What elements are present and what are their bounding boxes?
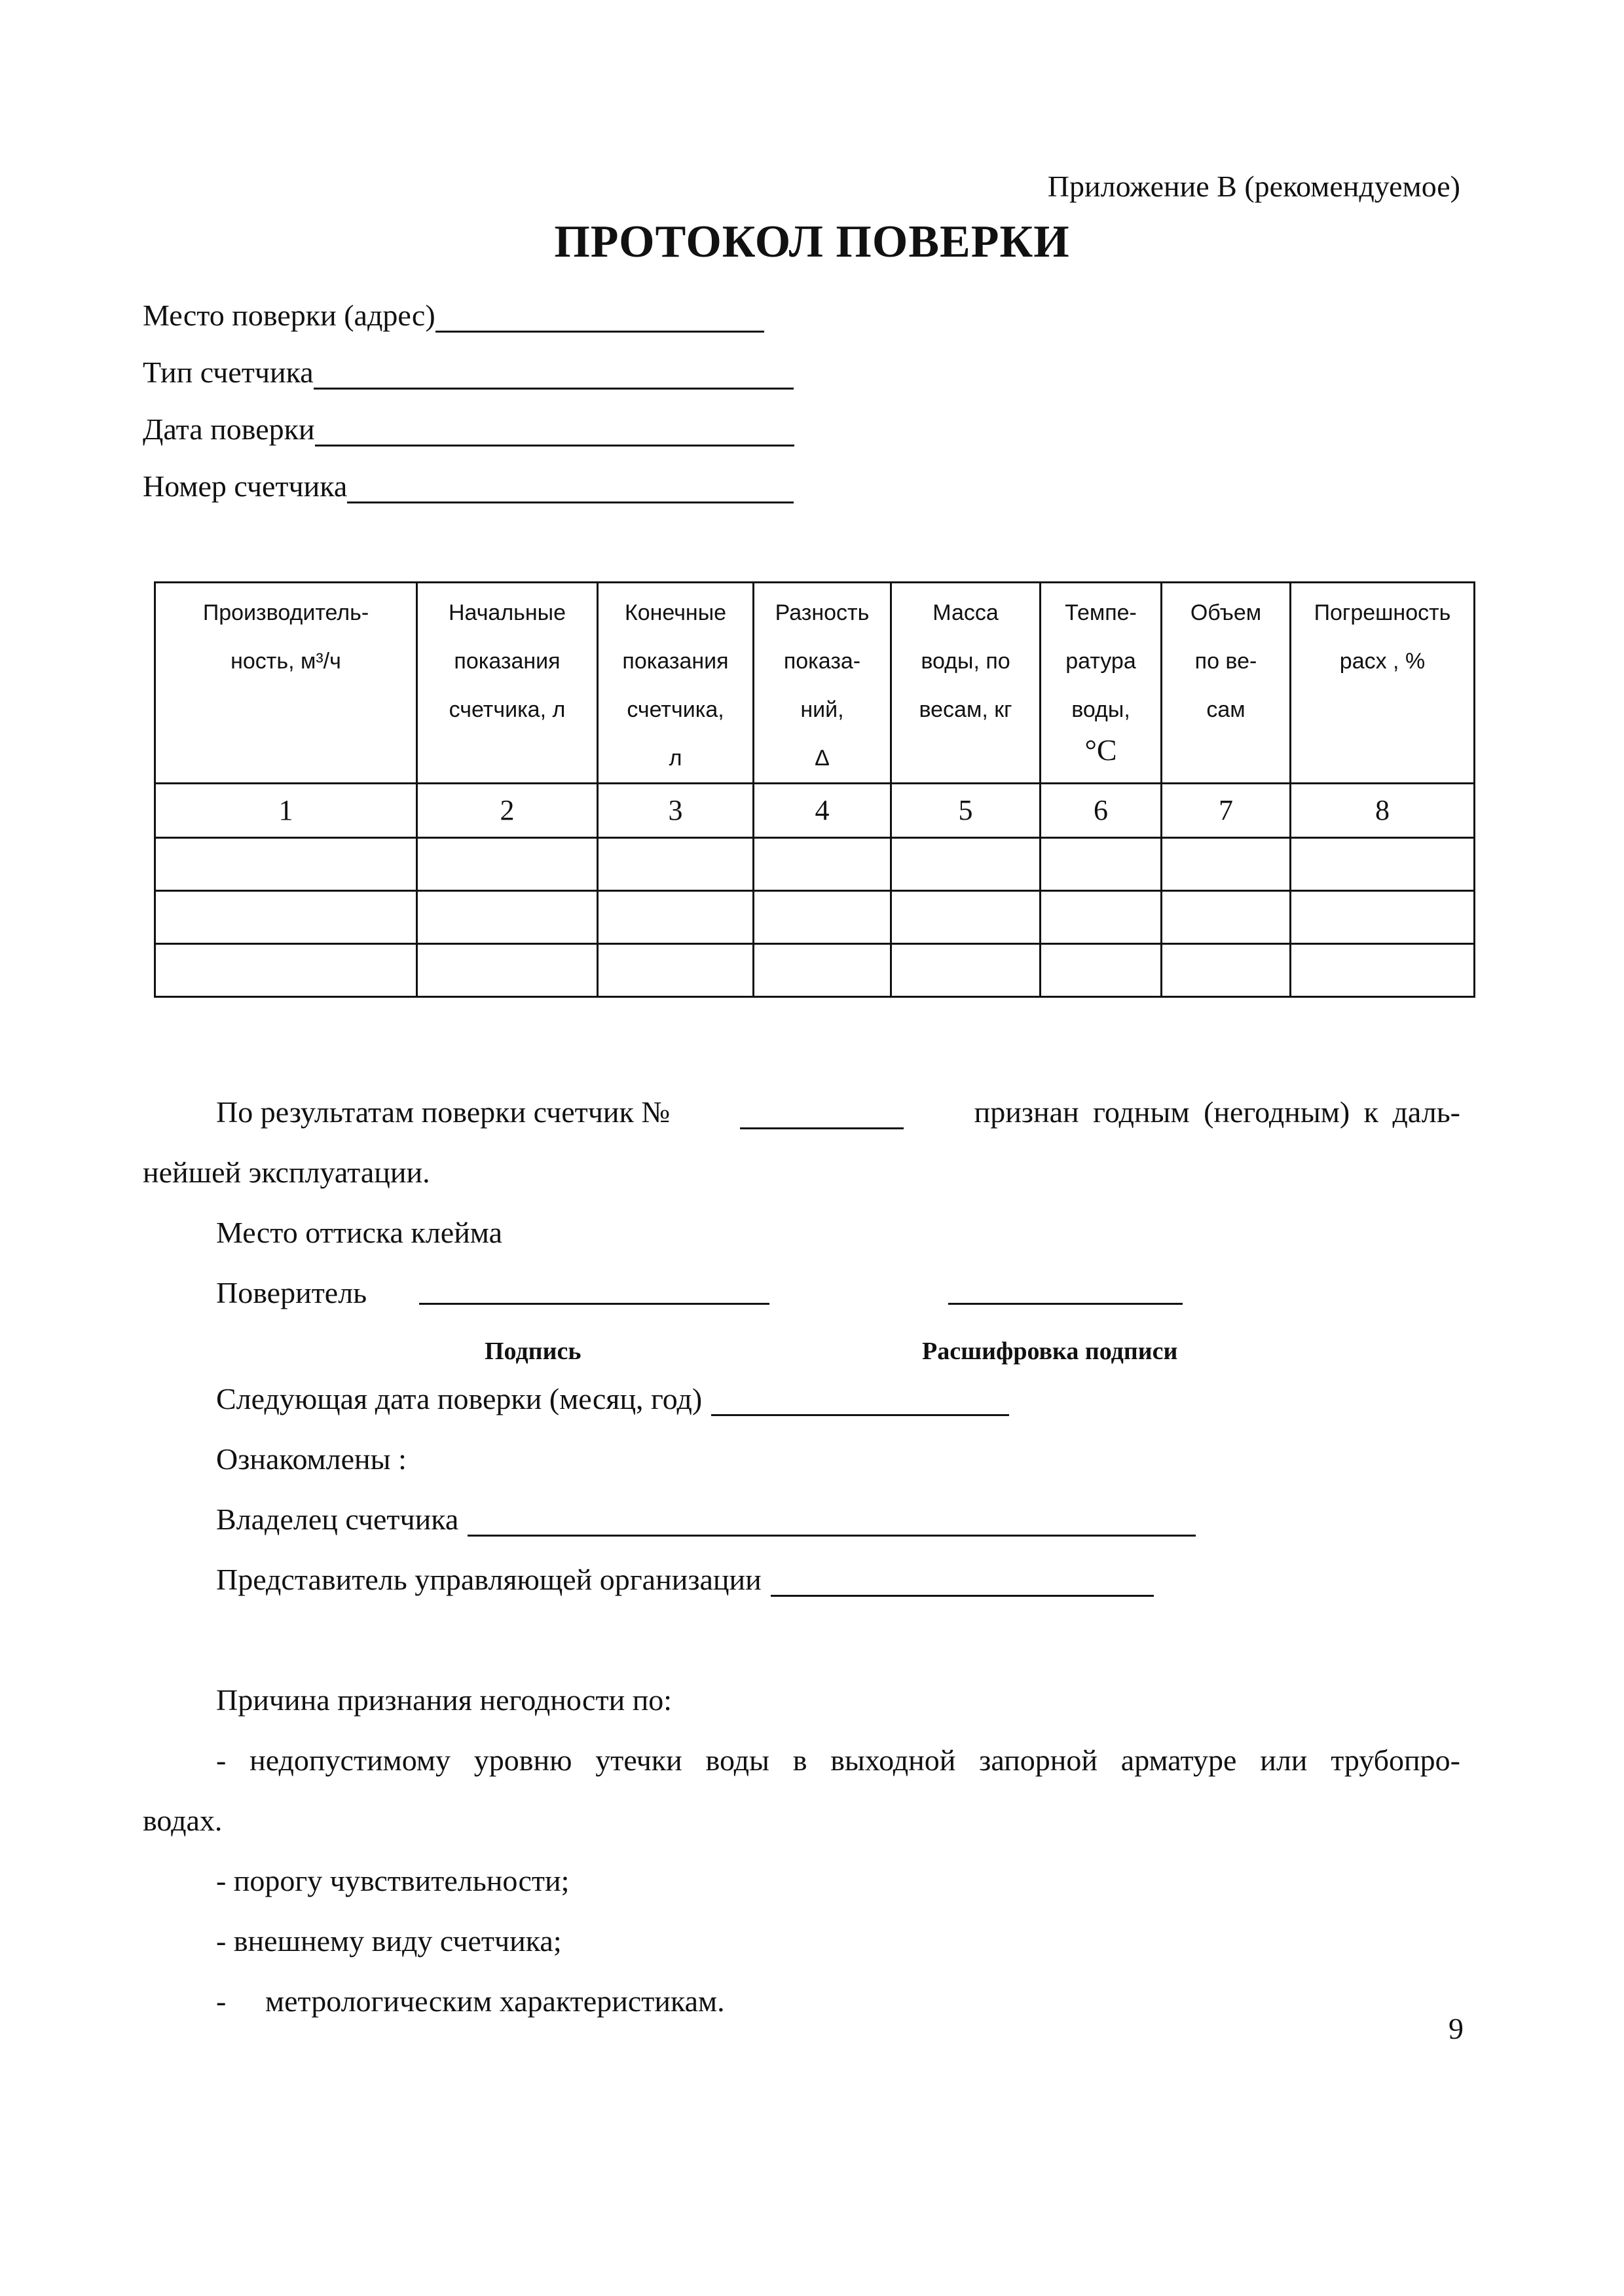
header-difference [754, 583, 891, 784]
header-text: ность, м³/ч [231, 649, 341, 674]
header-text: Разность [775, 600, 870, 625]
table-cell[interactable] [155, 838, 417, 891]
header-productivity [155, 583, 417, 784]
field-meter-type-label: Тип счетчика [143, 355, 314, 389]
header-text: °С [1084, 733, 1117, 767]
table-cell[interactable] [754, 944, 891, 997]
header-text: показания [622, 649, 729, 674]
header-flow-error [1291, 583, 1475, 784]
owner-line[interactable] [468, 1508, 1196, 1537]
column-number: 3 [598, 784, 754, 838]
header-text: Темпе- [1065, 600, 1137, 625]
verifier-signature-line[interactable] [419, 1277, 769, 1305]
conclusion-meter-number-line[interactable] [740, 1101, 904, 1129]
header-final-reading [598, 583, 754, 784]
field-date-label: Дата поверки [143, 412, 315, 446]
header-text: показания [454, 649, 561, 674]
table-cell[interactable] [754, 838, 891, 891]
table-cell[interactable] [1041, 944, 1162, 997]
table-cell[interactable] [1162, 838, 1291, 891]
table-cell[interactable] [598, 891, 754, 944]
page-title: ПРОТОКОЛ ПОВЕРКИ [554, 217, 1070, 267]
decode-caption: Расшифровка подписи [922, 1338, 1178, 1365]
page-number: 9 [1449, 2012, 1464, 2045]
field-date-line[interactable] [315, 418, 794, 446]
reasons-title: Причина признания негодности по: [216, 1683, 673, 1717]
field-meter-type [143, 355, 794, 390]
table-row [155, 944, 1475, 997]
conclusion-text-1: По результатам поверки счетчик № [216, 1095, 671, 1129]
column-number: 6 [1041, 784, 1162, 838]
appendix-label: Приложение В (рекомендуемое) [1047, 170, 1460, 203]
table-cell[interactable] [891, 891, 1041, 944]
header-text: счетчика, [627, 697, 724, 722]
verifier-decode-line[interactable] [948, 1277, 1183, 1305]
table-row [155, 838, 1475, 891]
table-cell[interactable] [1291, 838, 1475, 891]
stamp-place: Место оттиска клейма [216, 1216, 503, 1249]
reason-metrology: метрологическим характеристикам. [265, 1984, 725, 2018]
table-cell[interactable] [417, 891, 598, 944]
header-text: Конечные [624, 600, 727, 625]
header-text: Производитель- [202, 600, 369, 625]
verifier-label: Поверитель [216, 1276, 367, 1309]
representative-line[interactable] [771, 1569, 1154, 1597]
header-text: Погрешность [1314, 600, 1451, 625]
next-date-line[interactable] [711, 1388, 1009, 1416]
table-cell[interactable] [1291, 891, 1475, 944]
table-cell[interactable] [891, 838, 1041, 891]
header-initial-reading [417, 583, 598, 784]
header-text: воды, [1071, 697, 1130, 722]
verification-table [154, 581, 1475, 998]
owner-field [216, 1502, 1196, 1537]
header-text: ний, [800, 697, 844, 722]
table-cell[interactable] [754, 891, 891, 944]
next-date-label: Следующая дата поверки (месяц, год) [216, 1382, 703, 1415]
table-cell[interactable] [598, 838, 754, 891]
table-cell[interactable] [891, 944, 1041, 997]
column-number: 8 [1291, 784, 1475, 838]
column-number: 4 [754, 784, 891, 838]
column-number: 1 [155, 784, 417, 838]
next-date-field [216, 1381, 1009, 1416]
header-text: Масса [932, 600, 999, 625]
header-water-mass [891, 583, 1041, 784]
table-cell[interactable] [417, 838, 598, 891]
header-volume-by-weight [1162, 583, 1291, 784]
header-text: Начальные [448, 600, 566, 625]
header-text: счетчика, л [449, 697, 566, 722]
reason-leak: - недопустимому уровню утечки воды в выходной запорной арматуре или трубопро- [216, 1743, 1460, 1777]
header-water-temperature [1041, 583, 1162, 784]
table-number-row [155, 784, 1475, 838]
reason-metrology-dash: - [216, 1984, 227, 2018]
owner-label: Владелец счетчика [216, 1503, 459, 1536]
header-text: весам, кг [919, 697, 1012, 722]
field-meter-number [143, 469, 794, 503]
field-meter-number-line[interactable] [347, 475, 794, 503]
table-cell[interactable] [1162, 944, 1291, 997]
header-text: л [669, 746, 682, 771]
table-row [155, 891, 1475, 944]
field-location-label: Место поверки (адрес) [143, 299, 435, 332]
reason-sensitivity: - порогу чувствительности; [216, 1864, 570, 1897]
conclusion-text-2: признан годным (негодным) к даль- [974, 1095, 1460, 1129]
table-cell[interactable] [417, 944, 598, 997]
column-number: 2 [417, 784, 598, 838]
representative-label: Представитель управляющей организации [216, 1563, 762, 1596]
conclusion-text-3: нейшей эксплуатации. [143, 1156, 430, 1189]
field-date [143, 412, 794, 446]
reason-leak-cont: водах. [143, 1804, 223, 1837]
table-cell[interactable] [1291, 944, 1475, 997]
column-number: 5 [891, 784, 1041, 838]
table-header-row [155, 583, 1475, 784]
table-cell[interactable] [598, 944, 754, 997]
header-text: показа- [783, 649, 861, 674]
header-text: сам [1206, 697, 1246, 722]
table-cell[interactable] [155, 944, 417, 997]
header-text: расх , % [1339, 649, 1426, 674]
field-location [143, 298, 764, 333]
header-text: воды, по [921, 649, 1010, 674]
field-location-line[interactable] [435, 304, 764, 333]
representative-field [216, 1562, 1154, 1597]
table-cell[interactable] [1041, 838, 1162, 891]
table-cell[interactable] [1162, 891, 1291, 944]
header-text: ратура [1065, 649, 1136, 674]
header-text: Δ [815, 746, 830, 771]
table-cell[interactable] [1041, 891, 1162, 944]
signature-caption: Подпись [485, 1338, 581, 1365]
column-number: 7 [1162, 784, 1291, 838]
reason-appearance: - внешнему виду счетчика; [216, 1924, 562, 1958]
acquainted-label: Ознакомлены : [216, 1442, 407, 1476]
header-text: по ве- [1194, 649, 1257, 674]
conclusion-line-1 [216, 1095, 1460, 1129]
field-meter-number-label: Номер счетчика [143, 469, 348, 503]
table-cell[interactable] [155, 891, 417, 944]
header-text: Объем [1190, 600, 1262, 625]
field-meter-type-line[interactable] [314, 361, 794, 390]
